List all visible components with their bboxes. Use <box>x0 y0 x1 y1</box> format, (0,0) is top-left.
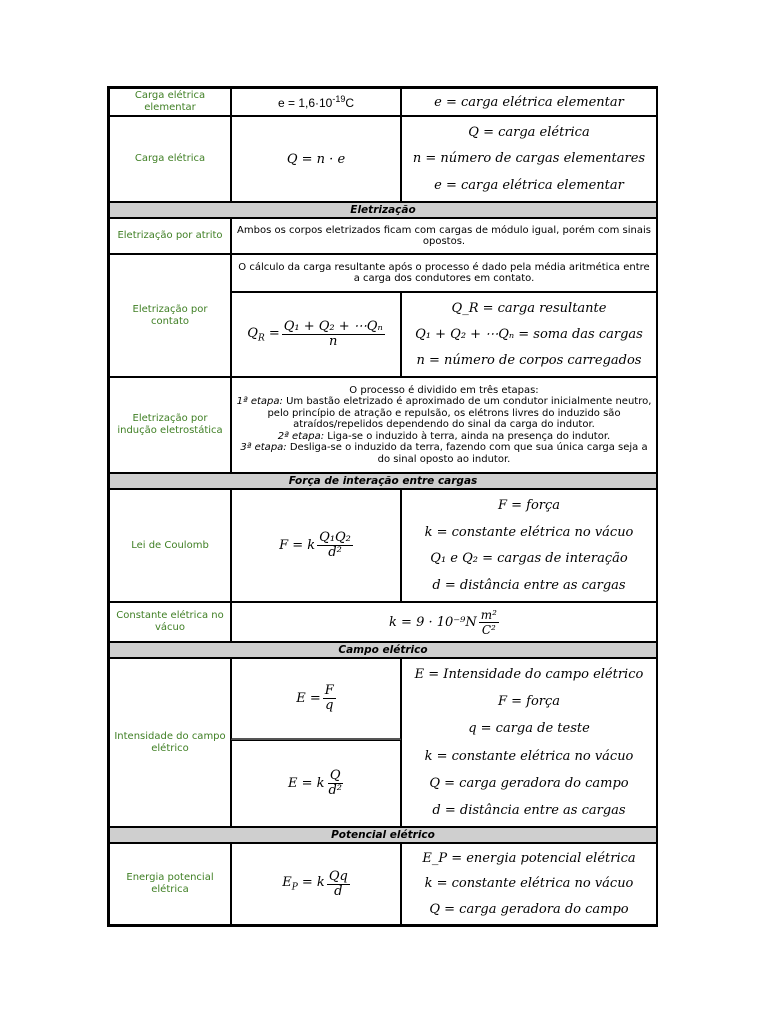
formula-constante: k = 9 · 10⁻⁹N $\frac{\text{m²}}{\text{C²}}$ <box>231 602 657 642</box>
def-line: Q_R = carga resultante <box>451 300 607 316</box>
def-line: Q = carga geradora do campo <box>429 775 629 791</box>
formula-table <box>107 86 658 927</box>
label-coulomb: Lei de Coulomb <box>109 489 231 602</box>
def-line: d = distância entre as cargas <box>432 802 626 818</box>
formula-carga-eletrica: Q = n · e <box>231 116 401 202</box>
label-inducao: Eletrização por indução eletrostática <box>109 377 231 473</box>
def-line: q = carga de teste <box>468 721 590 737</box>
def-line: k = constante elétrica no vácuo <box>424 524 634 540</box>
formula-energia: $E_P = k$ $\frac{Qq}{d}$ <box>231 843 401 925</box>
label-energia: Energia potencial elétrica <box>109 843 231 925</box>
section-header-eletrizacao: Eletrização <box>109 202 657 218</box>
label-constante: Constante elétrica no vácuo <box>109 602 231 642</box>
defs-contato <box>401 292 657 377</box>
text-inducao: O processo é dividido em três etapas: 1ª etapa: Um bastão eletrizado é aproximado de um condutor inicialmente neutro, pelo princípio de atração e repulsão, os elétrons livres do induzido são atraídos/repelidos dependendo do sinal da carga do indutor. 2ª etapa: Liga-se o induzido à terra, ainda na presença do indutor. 3ª etapa: Desliga-se o induzido da terra, fazendo com que sua única carga seja a do sinal oposto ao indutor. <box>231 377 657 473</box>
section-header-potencial: Potencial elétrico <box>109 827 657 843</box>
formula-intensidade-2: E = k $\frac{Q}{\text{d²}}$ <box>231 740 401 827</box>
section-header-forca: Força de interação entre cargas <box>109 473 657 489</box>
def-line: Q₁ e Q₂ = cargas de interação <box>430 551 628 567</box>
def-line: Q = carga geradora do campo <box>429 901 629 917</box>
formula-carga-elementar: $e = 1,6\cdot 10^{-19}C$ <box>231 88 401 116</box>
def-line: Q₁ + Q₂ + ⋯Qₙ = soma das cargas <box>415 326 643 342</box>
def-line: F = força <box>497 497 561 513</box>
def-line: E = Intensidade do campo elétrico <box>414 667 644 683</box>
defs-intensidade <box>401 658 657 827</box>
def-line: Q = carga elétrica <box>468 124 590 140</box>
defs-coulomb <box>401 489 657 602</box>
def-line: e = carga elétrica elementar <box>434 178 624 194</box>
formula-coulomb: F = k $\frac{\text{Q₁Q₂}}{\text{d²}}$ <box>231 489 401 602</box>
def-line: E_P = energia potencial elétrica <box>422 851 636 867</box>
def-line: n = número de cargas elementares <box>412 151 646 167</box>
defs-carga-eletrica <box>401 116 657 202</box>
label-carga-elementar: Carga elétrica elementar <box>109 88 231 116</box>
def-line: n = número de corpos carregados <box>416 353 642 369</box>
formula-contato: $Q_R$ = $\frac{\text{Q₁ + Q₂ + ⋯Qₙ}}{n}$ <box>231 292 401 377</box>
text-contato: O cálculo da carga resultante após o processo é dado pela média aritmética entre a carga dos condutores em contato. <box>231 254 657 292</box>
def-line: d = distância entre as cargas <box>432 578 626 594</box>
label-intensidade: Intensidade do campo elétrico <box>109 658 231 827</box>
def-line: k = constante elétrica no vácuo <box>424 748 634 764</box>
label-carga-eletrica: Carga elétrica <box>109 116 231 202</box>
label-contato: Eletrização por contato <box>109 254 231 377</box>
def-line: k = constante elétrica no vácuo <box>424 876 634 892</box>
def-line: F = força <box>497 694 561 710</box>
text-atrito: Ambos os corpos eletrizados ficam com cargas de módulo igual, porém com sinais opostos. <box>231 218 657 254</box>
label-atrito: Eletrização por atrito <box>109 218 231 254</box>
defs-energia <box>401 843 657 925</box>
def-carga-elementar: e = carga elétrica elementar <box>401 88 657 116</box>
section-header-campo: Campo elétrico <box>109 642 657 658</box>
formula-intensidade-1: E = $\frac{F}{q}$ <box>231 658 401 740</box>
